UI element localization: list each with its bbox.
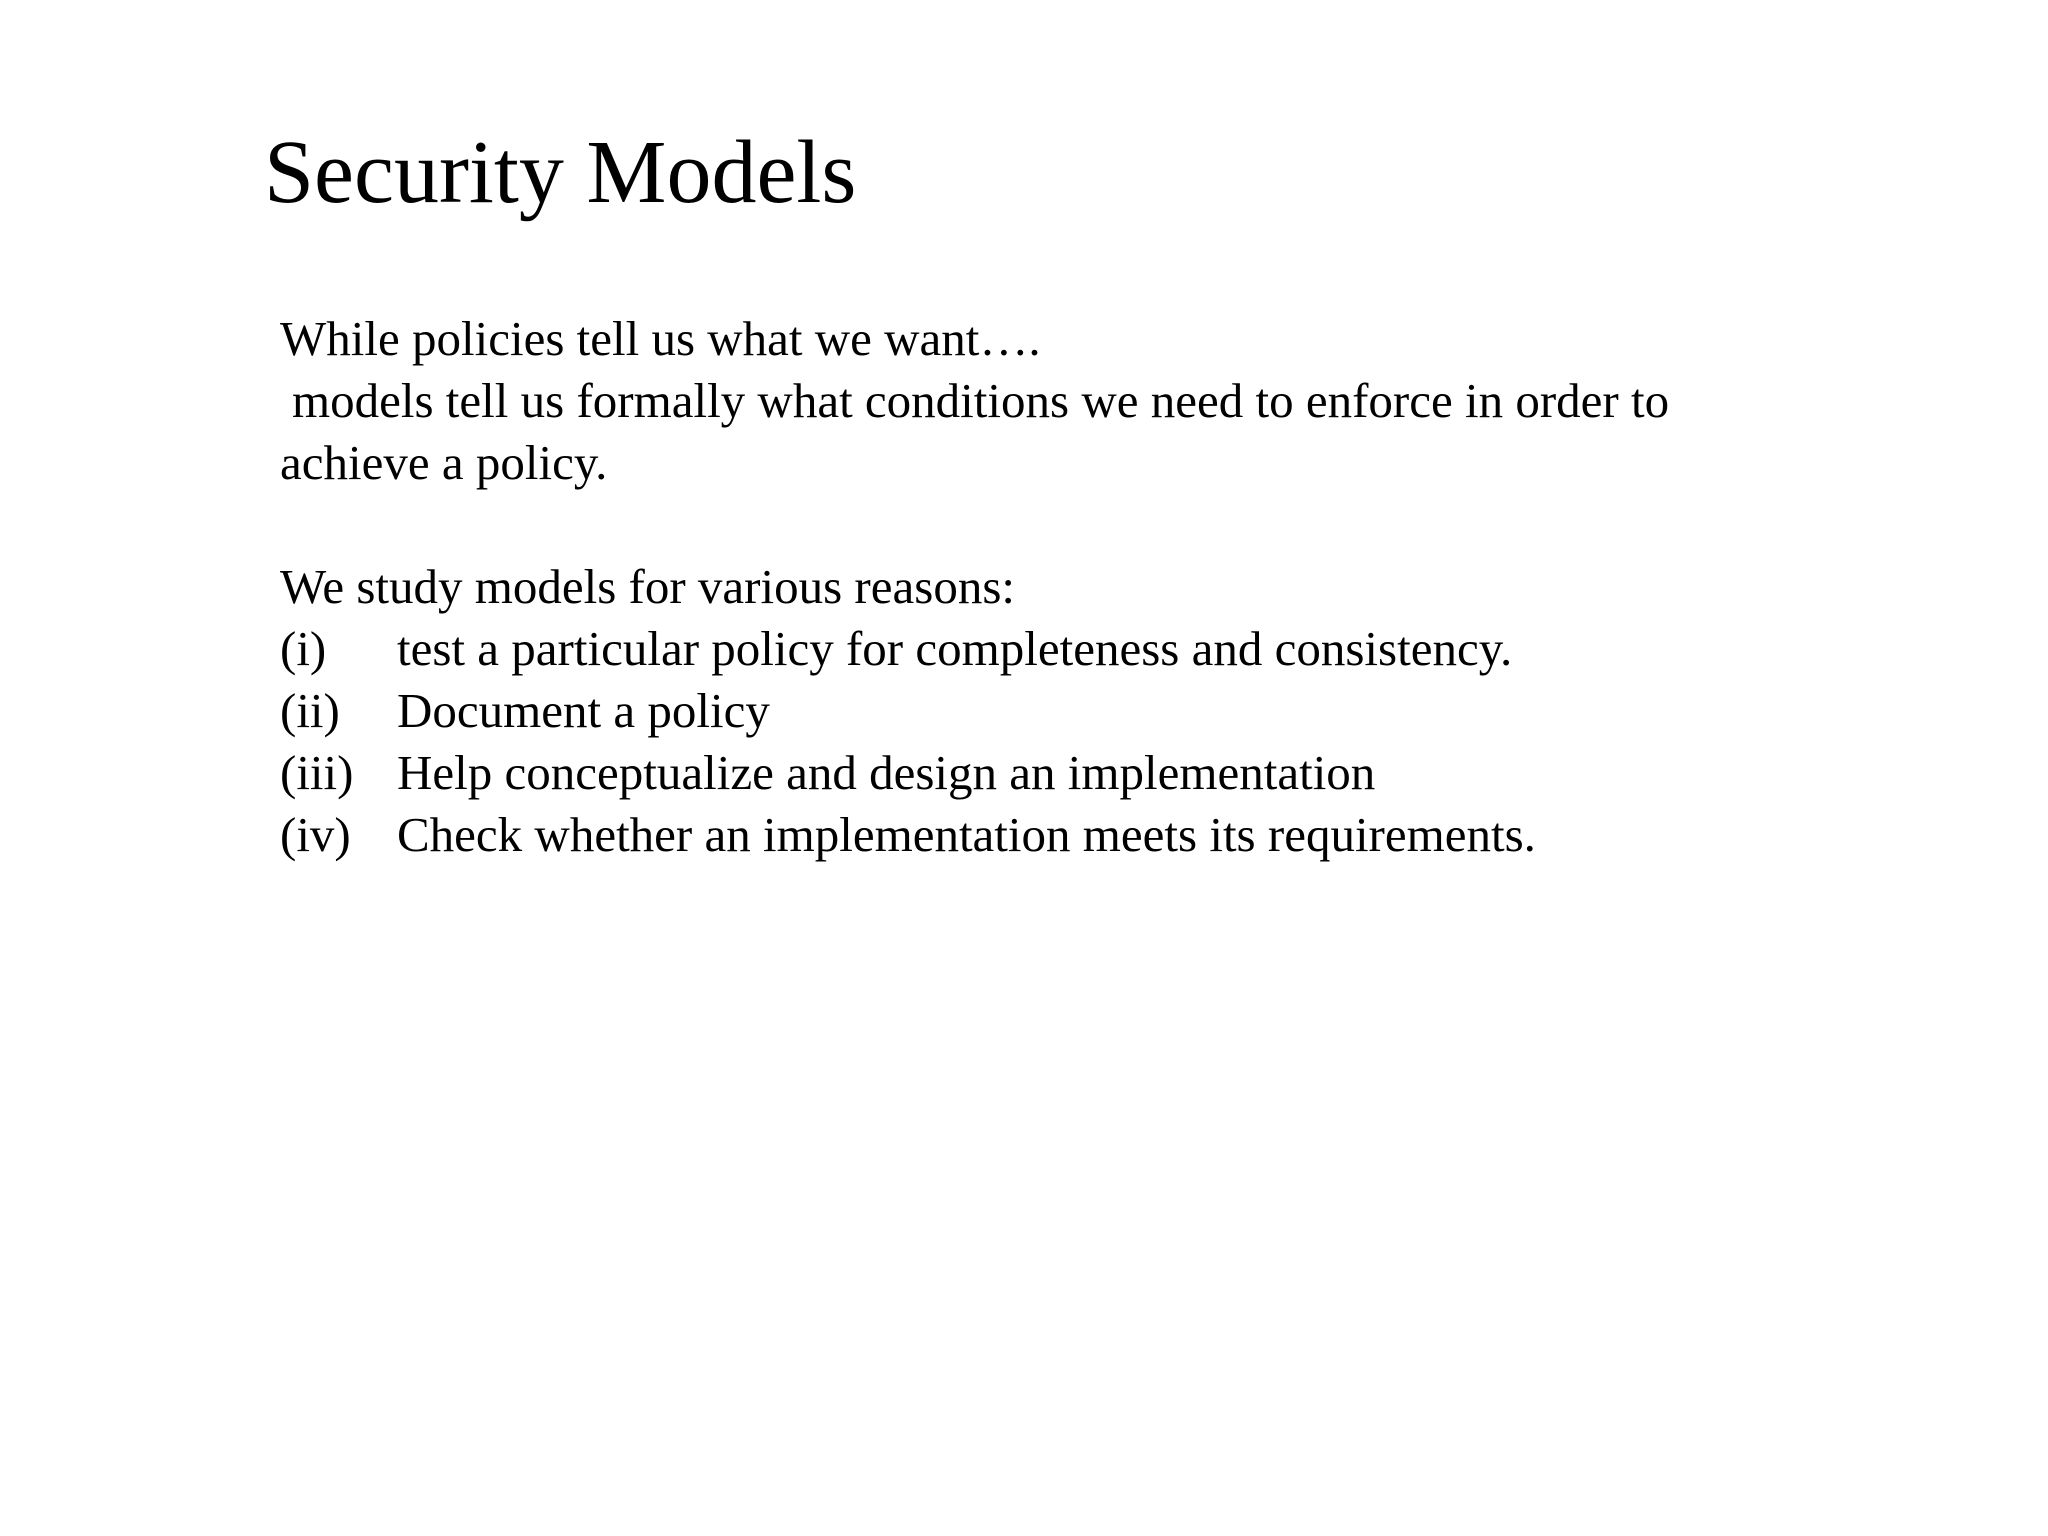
reason-item-3 [280,742,1800,804]
reason-number: (iii) [280,745,354,800]
reason-text: test a particular policy for completeness and consistency. [397,621,1513,676]
slide-body [280,308,1800,866]
intro-line-3: achieve a policy. [280,435,608,490]
paragraph-gap [280,494,1800,556]
reason-item-1 [280,618,1800,680]
reason-number: (i) [280,621,327,676]
reason-text: Help conceptualize and design an implementation [397,745,1376,800]
reason-text: Document a policy [397,683,770,738]
reason-number: (iv) [280,807,351,862]
intro-line-1: While policies tell us what we want…. [280,311,1041,366]
reason-item-4 [280,804,1800,866]
intro-line-2: models tell us formally what conditions we need to enforce in order to [292,373,1670,428]
reasons-heading: We study models for various reasons: [280,559,1015,614]
reason-text: Check whether an implementation meets its requirements. [397,807,1536,862]
reason-number: (ii) [280,683,340,738]
reason-item-2 [280,680,1800,742]
slide-title: Security Models [264,123,857,222]
